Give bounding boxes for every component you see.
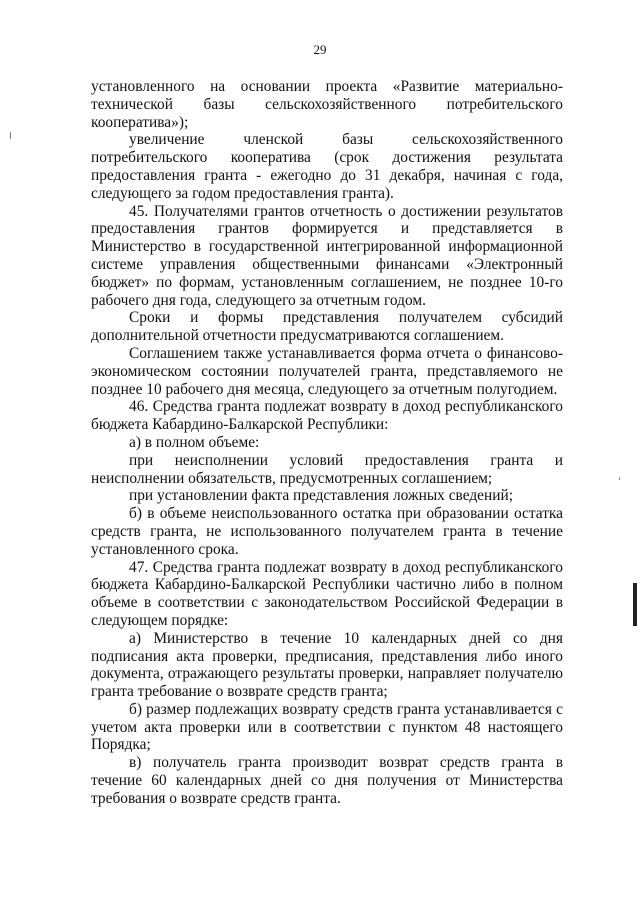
- paragraph: увеличение членской базы сельскохозяйственного потребительского кооператива (срок достижения результата предоставления гранта - ежегодно до 31 декабря, начиная с года, следующего за годом предоставления гранта).: [91, 131, 563, 202]
- paragraph: а) Министерство в течение 10 календарных дней со дня подписания акта проверки, предписания, представления либо иного документа, отражающего результаты проверки, направляет получателю гранта требование о возврате средств гранта;: [91, 629, 563, 701]
- paragraph: 46. Средства гранта подлежат возврату в доход республиканского бюджета Кабардино-Балкарской Республики:: [91, 398, 563, 434]
- scan-edge-mark: [633, 583, 637, 626]
- paragraph: 45. Получателями грантов отчетность о достижении результатов предоставления грантов формируется и представляется в Министерство в государственной интегрированной информационной системе управления общественными финансами «Электронный бюджет» по формам, установленным соглашением, не позднее 10-го рабочего дня года, следующего за отчетным годом.: [91, 202, 563, 309]
- paragraph: при неисполнении условий предоставления гранта и неисполнении обязательств, предусмотренных соглашением;: [91, 451, 563, 487]
- document-body: [91, 78, 563, 808]
- paragraph: при установлении факта представления ложных сведений;: [129, 487, 513, 505]
- scan-artifact: [10, 132, 11, 139]
- paragraph: б) в объеме неиспользованного остатка при образовании остатка средств гранта, не использованного получателем гранта в течение установленного срока.: [91, 505, 563, 558]
- paragraph: Соглашением также устанавливается форма отчета о финансово-экономическом состоянии получателей гранта, представляемого не позднее 10 рабочего дня месяца, следующего за отчетным полугодием.: [91, 344, 563, 398]
- paragraph: Сроки и формы представления получателем субсидий дополнительной отчетности предусматриваются соглашением.: [91, 309, 563, 345]
- page-number: 29: [313, 42, 327, 57]
- paragraph: в) получатель гранта производит возврат средств гранта в течение 60 календарных дней со дня получения от Министерства требования о возврате средств гранта.: [91, 754, 563, 807]
- paragraph: а) в полном объеме:: [129, 433, 260, 451]
- paragraph: 47. Средства гранта подлежат возврату в доход республиканского бюджета Кабардино-Балкарской Республики частично либо в полном объеме в соответствии с законодательством Российской Федерации в следующем порядке:: [91, 558, 563, 629]
- paragraph: б) размер подлежащих возврату средств гранта устанавливается с учетом акта проверки или в соответствии с пунктом 48 настоящего Порядка;: [91, 700, 563, 754]
- scan-artifact: [619, 477, 620, 480]
- paragraph: установленного на основании проекта «Развитие материально-технической базы сельскохозяйственного потребительского кооператива»);: [91, 78, 563, 131]
